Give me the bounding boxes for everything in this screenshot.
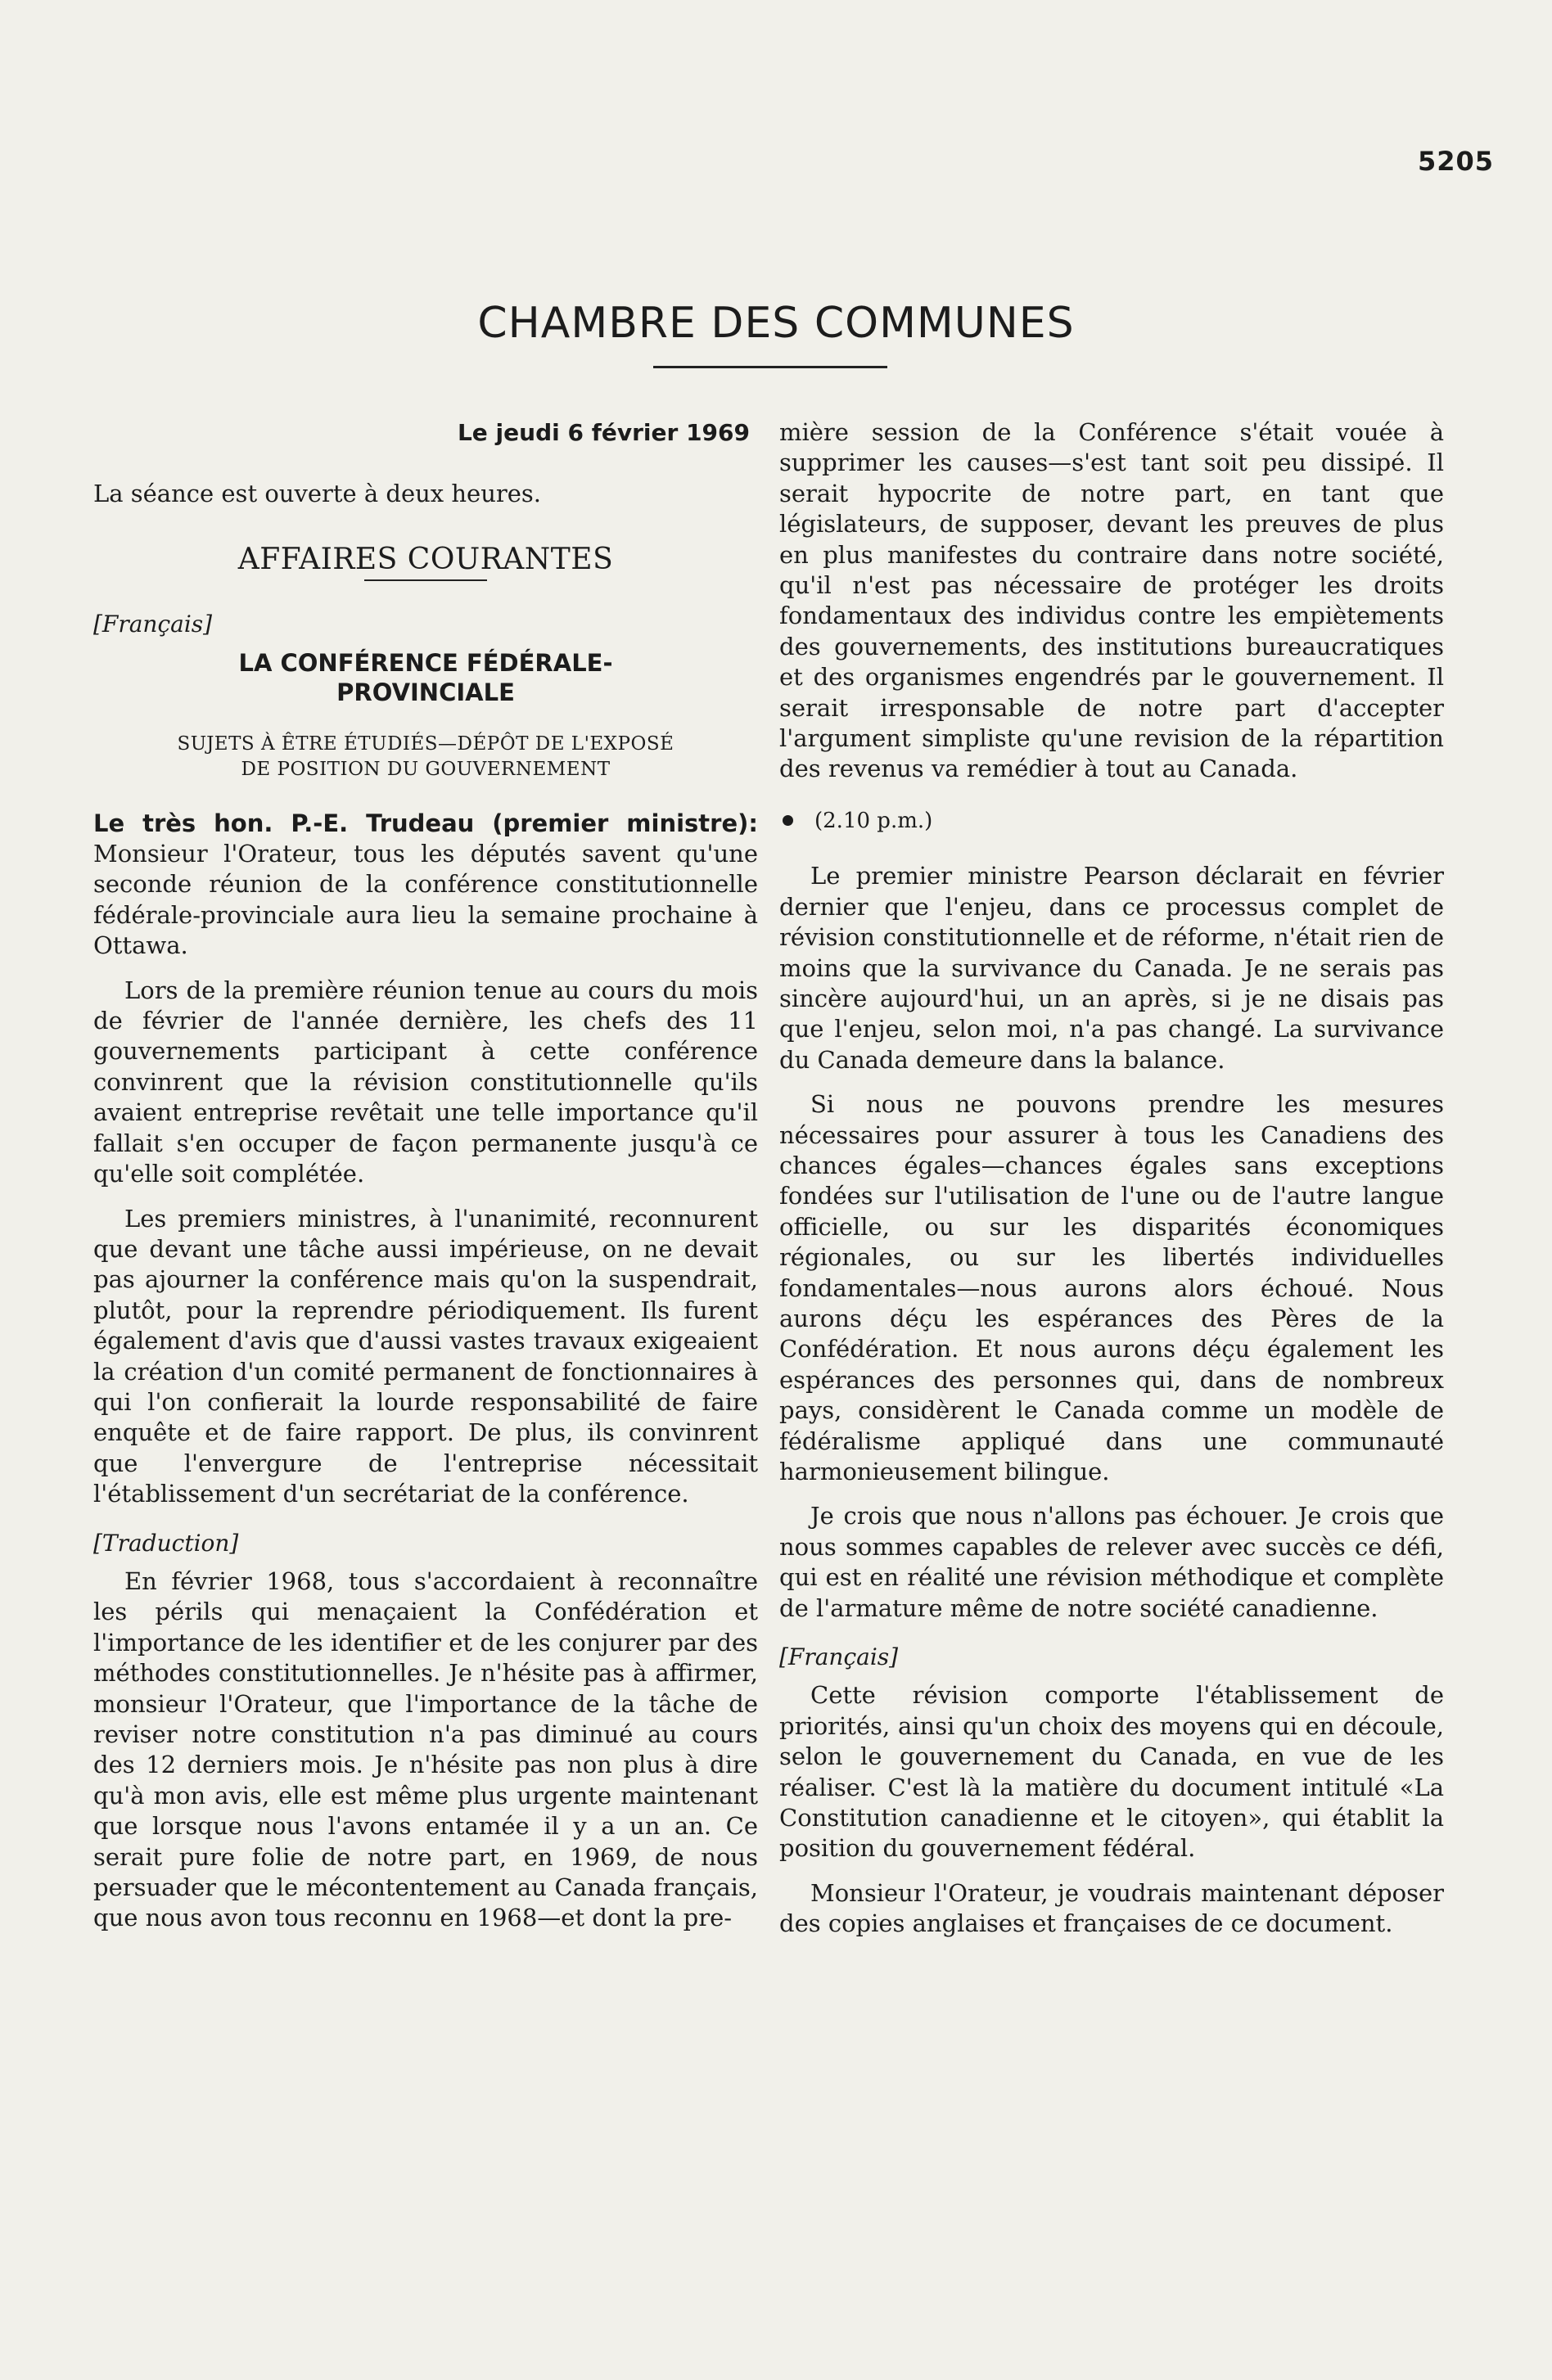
sitting-date: Le jeudi 6 février 1969	[457, 419, 750, 446]
chamber-title: CHAMBRE DES COMMUNES	[477, 298, 1075, 348]
subject-line: PROVINCIALE	[336, 678, 515, 706]
left-column	[93, 417, 758, 1934]
page-number: 5205	[1418, 146, 1495, 177]
paragraph: Cette révision comporte l'établissement de priorités, ainsi qu'un choix des moyens qui en découle, selon le gouvernement du Canada, en vue de les réaliser. C'est là la matière du document intitulé «La Constitution canadienne et le citoyen», qui établit la position du gouvernement fédéral.	[779, 1681, 1444, 1863]
paragraph: En février 1968, tous s'accordaient à reconnaître les périls qui menaçaient la Confédération et l'importance de les identifier et de les conjurer par des méthodes constitutionnelles. Je n'hésite pas à affirmer, monsieur l'Orateur, que l'importance de la tâche de reviser notre constitution n'a pas diminué au cours des 12 derniers mois. Je n'hésite pas non plus à dire qu'à mon avis, elle est même plus urgente maintenant que lorsque nous l'avons entamée il y a un an. Ce serait pure folie de notre part, en 1969, de nous persuader que le mécontentement au Canada français, que nous avon tous reconnu en 1968—et dont la pre-	[93, 1566, 758, 1932]
language-marker: [Traduction]	[93, 1529, 239, 1557]
paragraph: Le premier ministre Pearson déclarait en février dernier que l'enjeu, dans ce processus complet de révision constitutionnelle et de réforme, n'était rien de moins que la survivance du Canada. Je ne serais pas sincère aujourd'hui, un an après, si je ne disais pas que l'enjeu, selon moi, n'a pas changé. La survivance du Canada demeure dans la balance.	[779, 862, 1444, 1074]
section-heading: AFFAIRES COURANTES	[237, 542, 614, 576]
time-text: (2.10 p.m.)	[814, 808, 933, 833]
subsubject-line: DE POSITION DU GOUVERNEMENT	[241, 758, 611, 780]
language-marker: [Français]	[779, 1643, 899, 1671]
right-column	[779, 417, 1444, 1940]
bullet-icon	[783, 815, 793, 826]
paragraph: Si nous ne pouvons prendre les mesures nécessaires pour assurer à tous les Canadiens des chances égales—chances égales sans exceptions fondées sur l'utilisation de l'une ou de l'autre langue officielle, ou sur les disparités économiques régionales, ou sur les libertés individuelles fondamentales—nous aurons alors échoué. Nous aurons déçu les espérances des Pères de la Confédération. Et nous aurons déçu également les espérances des personnes qui, dans de nombreux pays, considèrent le Canada comme un modèle de fédéralisme appliqué dans une communauté harmonieusement bilingue.	[779, 1090, 1444, 1485]
paragraph-text: Monsieur l'Orateur, tous les députés savent qu'une seconde réunion de la conférence constitutionnelle fédérale-provinciale aura lieu la semaine prochaine à Ottawa.	[93, 840, 758, 960]
language-marker: [Français]	[93, 611, 213, 638]
subject-heading	[93, 648, 758, 707]
subject-line: LA CONFÉRENCE FÉDÉRALE-	[238, 648, 613, 677]
title-rule	[653, 366, 887, 368]
paragraph: Les premiers ministres, à l'unanimité, reconnurent que devant une tâche aussi impérieuse, on ne devait pas ajourner la conférence mais qu'on la suspendrait, plutôt, pour la reprendre périodiquement. Ils furent également d'avis que d'aussi vastes travaux exigeaient la création d'un comité permanent de fonctionnaires à qui l'on confierait la lourde responsabilité de faire enquête et de faire rapport. De plus, ils convinrent que l'envergure de l'entreprise nécessitait l'établissement d'un secrétariat de la conférence.	[93, 1204, 758, 1508]
speech-paragraph	[93, 809, 758, 962]
paragraph: mière session de la Conférence s'était vouée à supprimer les causes—s'est tant soit peu dissipé. Il serait hypocrite de notre part, en tant que législateurs, de supposer, devant les preuves de plus en plus manifestes du contraire dans notre société, qu'il n'est pas nécessaire de protéger les droits fondamentaux des individus contre les empiètements des gouvernements, des institutions bureaucratiques et des organismes engendrés par le gouvernement. Il serait irresponsable de notre part d'accepter l'argument simpliste qu'une revision de la répartition des revenus va remédier à tout au Canada.	[779, 418, 1444, 783]
time-marker	[779, 806, 1444, 836]
paragraph: Lors de la première réunion tenue au cours du mois de février de l'année dernière, les chefs des 11 gouvernements participant à cette conférence convinrent que la révision constitutionnelle qu'ils avaient entreprise revêtait une telle importance qu'il fallait s'en occuper de façon permanente jusqu'à ce qu'elle soit complétée.	[93, 976, 758, 1188]
subsubject-heading	[93, 732, 758, 782]
paragraph: Je crois que nous n'allons pas échouer. Je crois que nous sommes capables de relever avec succès ce défi, qui est en réalité une révision méthodique et complète de l'armature même de notre société canadienne.	[779, 1502, 1444, 1622]
section-rule	[364, 579, 487, 581]
subsubject-line: SUJETS À ÊTRE ÉTUDIÉS—DÉPÔT DE L'EXPOSÉ	[177, 732, 674, 755]
opening-line: La séance est ouverte à deux heures.	[93, 480, 542, 508]
paragraph: Monsieur l'Orateur, je voudrais maintenant déposer des copies anglaises et françaises de ce document.	[779, 1878, 1444, 1938]
speaker-name: Le très hon. P.-E. Trudeau (premier ministre):	[93, 809, 758, 837]
